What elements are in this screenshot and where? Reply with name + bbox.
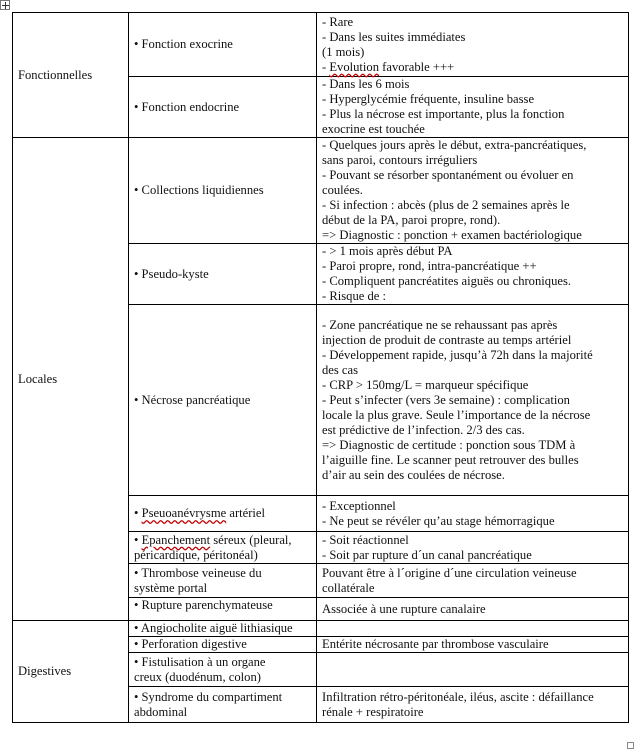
complication-cell bbox=[129, 621, 317, 637]
description-line: - > 1 mois après début PA bbox=[322, 244, 453, 258]
description-cell bbox=[317, 621, 629, 637]
description-cell bbox=[317, 598, 629, 621]
complication-cell bbox=[129, 687, 317, 723]
description-line: exocrine est touchée bbox=[322, 122, 425, 136]
description-line: l’aiguille fine. Le scanner peut retrouver des bulles bbox=[322, 452, 579, 467]
complication-label: • Collections liquidiennes bbox=[134, 183, 264, 197]
category-label: Digestives bbox=[18, 664, 72, 678]
complication-cell bbox=[129, 564, 317, 598]
description-line: - Zone pancréatique ne se rehaussant pas après bbox=[322, 317, 558, 332]
description-line: - Peut s’infecter (vers 3e semaine) : complication bbox=[322, 392, 570, 407]
description-line: locale la plus grave. Seule l’importance de la nécrose bbox=[322, 407, 591, 422]
complication-cell bbox=[129, 13, 317, 77]
description-line: - Dans les 6 mois bbox=[322, 77, 410, 91]
description-line: - Plus la nécrose est importante, plus la fonction bbox=[322, 107, 565, 121]
description-line: - Si infection : abcès (plus de 2 semaines après le bbox=[322, 198, 570, 212]
complication-label: • Fonction endocrine bbox=[134, 99, 240, 114]
description-line: - Pouvant se résorber spontanément ou évoluer en bbox=[322, 168, 574, 182]
category-label: Locales bbox=[18, 371, 58, 386]
description-line: - Développement rapide, jusqu’à 72h dans la majorité bbox=[322, 347, 593, 362]
description-line: - CRP > 150mg/L = marqueur spécifique bbox=[322, 377, 529, 392]
complication-label: • Nécrose pancréatique bbox=[134, 392, 251, 407]
description-line: Infiltration rétro-péritonéale, iléus, ascite : défaillance bbox=[322, 689, 594, 704]
complication-label: • Rupture parenchymateuse bbox=[134, 598, 273, 612]
description-cell bbox=[317, 653, 629, 687]
table-row bbox=[13, 621, 629, 637]
complication-cell bbox=[129, 653, 317, 687]
complications-table bbox=[12, 12, 629, 723]
complication-cell bbox=[129, 496, 317, 532]
description-line: Pouvant être à l´origine d´une circulation veineuse bbox=[322, 565, 577, 580]
description-line: - Compliquent pancréatites aiguës ou chroniques. bbox=[322, 274, 572, 288]
description-line: - Dans les suites immédiates bbox=[322, 29, 466, 44]
description-line: Entérite nécrosante par thrombose vasculaire bbox=[322, 637, 549, 651]
description-line: => Diagnostic : ponction + examen bactériologique bbox=[322, 228, 582, 242]
complication-cell bbox=[129, 305, 317, 496]
complication-label: • Fistulisation à un organe bbox=[134, 654, 266, 669]
complication-label: • Epanchement séreux (pleural, bbox=[134, 532, 292, 547]
category-cell bbox=[13, 621, 129, 723]
complication-label: péricardique, péritonéal) bbox=[134, 547, 258, 562]
table-move-handle[interactable] bbox=[0, 0, 10, 10]
description-line: - Soit réactionnel bbox=[322, 532, 409, 547]
description-line: injection de produit de contraste au temps artériel bbox=[322, 332, 572, 347]
complication-label: abdominal bbox=[134, 704, 188, 719]
description-line: rénale + respiratoire bbox=[322, 704, 424, 719]
table-body bbox=[13, 13, 629, 723]
complication-label: système portal bbox=[134, 580, 208, 595]
description-cell bbox=[317, 77, 629, 138]
description-line: Associée à une rupture canalaire bbox=[322, 601, 486, 616]
description-cell bbox=[317, 13, 629, 77]
description-line: => Diagnostic de certitude : ponction sous TDM à bbox=[322, 437, 576, 452]
category-cell bbox=[13, 13, 129, 138]
complication-cell bbox=[129, 598, 317, 621]
table-row bbox=[13, 13, 629, 77]
description-cell bbox=[317, 496, 629, 532]
description-line: (1 mois) bbox=[322, 44, 365, 59]
complication-label: • Pseuoanévrysme artériel bbox=[134, 506, 266, 520]
description-line: - Quelques jours après le début, extra-pancréatiques, bbox=[322, 138, 587, 152]
description-line: - Ne peut se révéler qu’au stage hémorragique bbox=[322, 513, 555, 528]
description-line: coulées. bbox=[322, 183, 363, 197]
complication-label: • Thrombose veineuse du bbox=[134, 565, 262, 580]
description-line: - Risque de : bbox=[322, 289, 387, 303]
complication-cell bbox=[129, 138, 317, 244]
table-resize-handle[interactable] bbox=[627, 742, 634, 749]
complication-label: • Syndrome du compartiment bbox=[134, 689, 283, 704]
complication-cell bbox=[129, 244, 317, 305]
table-row bbox=[13, 138, 629, 244]
complication-label: • Angiocholite aiguë lithiasique bbox=[134, 621, 293, 635]
category-cell bbox=[13, 138, 129, 621]
complication-cell bbox=[129, 532, 317, 564]
description-cell bbox=[317, 637, 629, 653]
complication-cell bbox=[129, 637, 317, 653]
description-cell bbox=[317, 305, 629, 496]
description-cell bbox=[317, 138, 629, 244]
description-line: des cas bbox=[322, 362, 359, 377]
description-line: sans paroi, contours irréguliers bbox=[322, 153, 478, 167]
description-line: collatérale bbox=[322, 580, 375, 595]
description-line: est prédictive de l’infection. 2/3 des cas. bbox=[322, 422, 525, 437]
description-line: - Rare bbox=[322, 14, 354, 29]
description-cell bbox=[317, 532, 629, 564]
description-line: - Soit par rupture d´un canal pancréatique bbox=[322, 547, 532, 562]
complication-label: • Perforation digestive bbox=[134, 637, 247, 651]
complication-label: • Pseudo-kyste bbox=[134, 266, 209, 281]
description-line: - Exceptionnel bbox=[322, 498, 396, 513]
description-line: début de la PA, paroi propre, rond). bbox=[322, 213, 501, 227]
description-line: - Evolution favorable +++ bbox=[322, 59, 455, 74]
description-cell bbox=[317, 564, 629, 598]
category-label: Fonctionnelles bbox=[18, 67, 93, 82]
description-line: - Hyperglycémie fréquente, insuline basse bbox=[322, 92, 535, 106]
complication-label: creux (duodénum, colon) bbox=[134, 669, 261, 684]
description-line: d’air au sein des coulées de nécrose. bbox=[322, 467, 505, 482]
complication-label: • Fonction exocrine bbox=[134, 37, 233, 51]
description-line: - Paroi propre, rond, intra-pancréatique ++ bbox=[322, 259, 537, 273]
description-cell bbox=[317, 687, 629, 723]
complication-cell bbox=[129, 77, 317, 138]
description-cell bbox=[317, 244, 629, 305]
